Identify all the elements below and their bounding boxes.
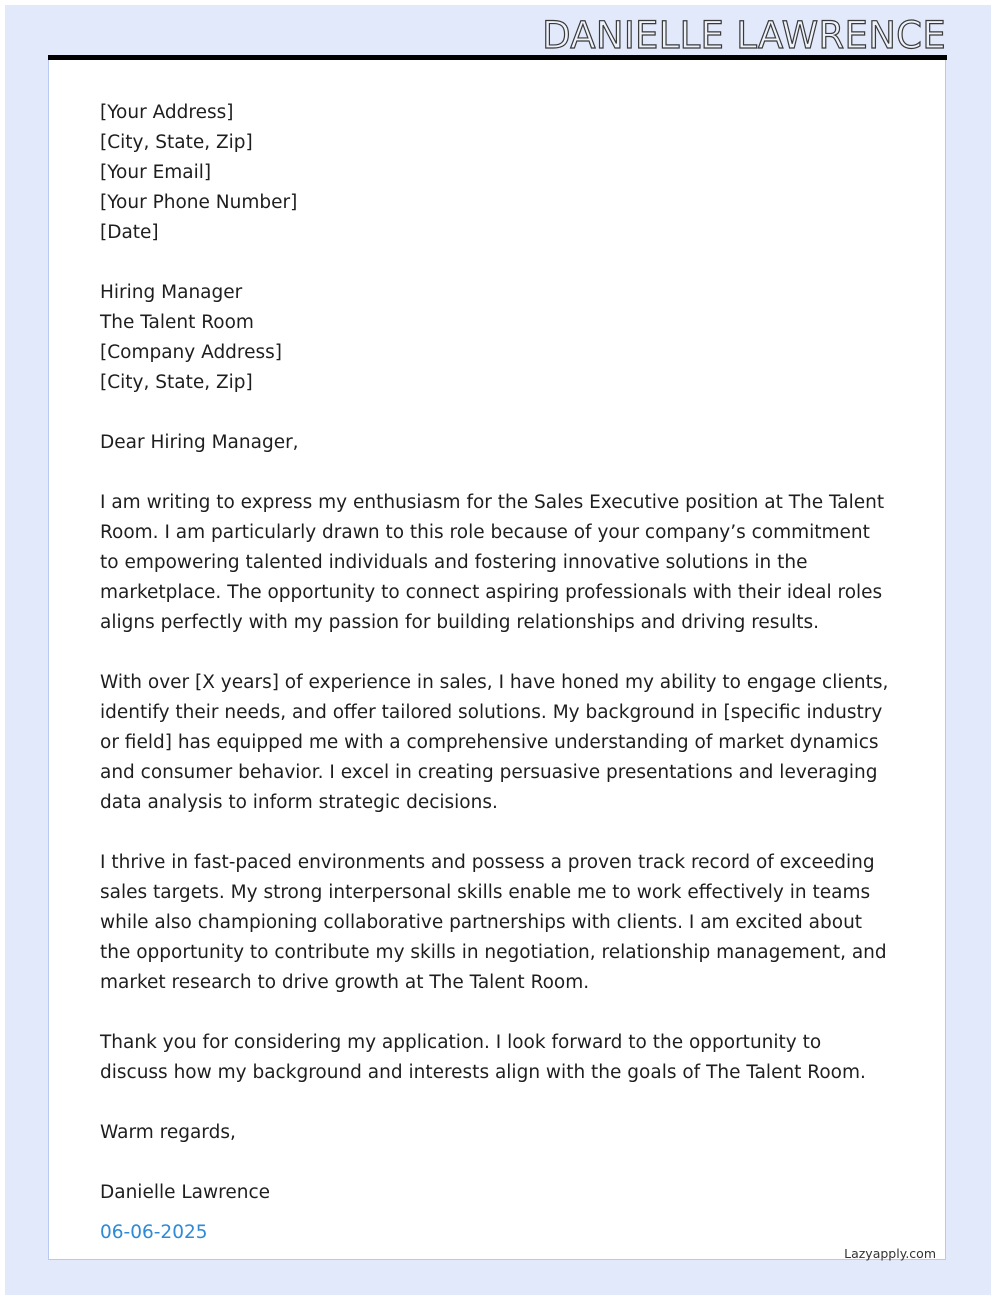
recipient-city-state-zip: [City, State, Zip]: [100, 372, 253, 393]
paragraph-1: I am writing to express my enthusiasm for the Sales Executive position at The Talent Room. I am particularly drawn to this role because of your company’s commitment to empowering talented individuals and fostering innovative solutions in the marketplace. The opportunity to connect aspiring professionals with their ideal roles aligns perfectly with my passion for building relationships and driving results.: [100, 492, 885, 633]
sender-email: [Your Email]: [100, 162, 212, 183]
closing: Warm regards,: [100, 1122, 236, 1143]
recipient-block: [100, 278, 890, 398]
paragraph-4: Thank you for considering my application. I look forward to the opportunity to discuss how my background and interests align with the goals of The Talent Room.: [100, 1032, 866, 1083]
date-stamp: 06-06-2025: [100, 1222, 208, 1243]
sender-address: [Your Address]: [100, 102, 234, 123]
recipient-address: [Company Address]: [100, 342, 283, 363]
header-name: DANIELLE LAWRENCE: [542, 14, 946, 57]
paragraph-2: With over [X years] of experience in sales, I have honed my ability to engage clients, identify their needs, and offer tailored solutions. My background in [specific industry or field] has equipped me with a comprehensive understanding of market dynamics and consumer behavior. I excel in creating persuasive presentations and leveraging data analysis to inform strategic decisions.: [100, 672, 889, 813]
sender-city-state-zip: [City, State, Zip]: [100, 132, 253, 153]
sender-block: [100, 98, 890, 248]
signature: Danielle Lawrence: [100, 1182, 271, 1203]
letter-body: [100, 98, 890, 1208]
watermark: Lazyapply.com: [844, 1246, 936, 1261]
recipient-company: The Talent Room: [100, 312, 254, 333]
paragraph-3: I thrive in fast-paced environments and possess a proven track record of exceeding sales targets. My strong interpersonal skills enable me to work effectively in teams while also championing collaborative partnerships with clients. I am excited about the opportunity to contribute my skills in negotiation, relationship management, and market research to drive growth at The Talent Room.: [100, 852, 887, 993]
sender-date: [Date]: [100, 222, 159, 243]
recipient-title: Hiring Manager: [100, 282, 243, 303]
sender-phone: [Your Phone Number]: [100, 192, 298, 213]
salutation: Dear Hiring Manager,: [100, 432, 299, 453]
